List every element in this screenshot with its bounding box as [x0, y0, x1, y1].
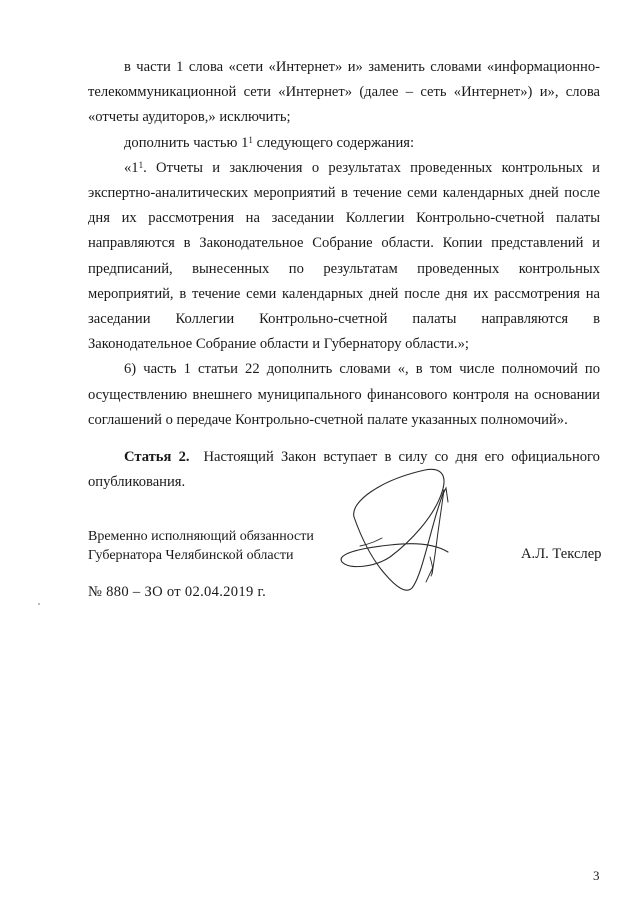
paragraph-2-text: следующего содержания: [256, 134, 415, 151]
article-2-text: Настоящий Закон вступает в силу со дня его официального опубликования. [88, 449, 600, 491]
paragraph-3-text: . Отчеты и заключения о результатах проведенных контрольных и экспертно-аналитических мероприятий в течение семи календарных дней после дня их рассмотрения на заседании Коллегии Контрольно-счетной палаты направляются в Законодательное Собрание области. Копии представлений и предписаний, вынесенных по результатам проведенных контрольных мероприятий, в течение семи календарных дней после дня их рассмотрения на заседании Коллегии Контрольно-счетной палаты направляются в Законодательное Собрание области и Губернатору области.»; [88, 159, 600, 353]
article-2-label: Статья 2. [124, 449, 190, 465]
signatory-position-line-2: Губернатора Челябинской области [88, 548, 294, 563]
scan-speck [38, 603, 40, 605]
signatory-name: А.Л. Текслер [521, 546, 602, 562]
paragraph-2 [88, 131, 600, 156]
paragraph-3-prefix: «1 [124, 159, 139, 176]
law-text-body [88, 55, 600, 433]
handwritten-signature [330, 462, 480, 604]
signatory-position [88, 527, 314, 565]
paragraph-2-prefix: дополнить частью 1 [124, 134, 249, 151]
page-number: 3 [593, 868, 600, 883]
registration-number: № 880 – ЗО от 02.04.2019 г. [88, 584, 267, 600]
paragraph-2-superscript: 1 [248, 134, 253, 145]
signatory-position-line-1: Временно исполняющий обязанности [88, 529, 314, 544]
paragraph-1: в части 1 слова «сети «Интернет» и» заменить словами «информационно-телекоммуникационной сети «Интернет» (далее – сеть «Интернет») и», слова «отчеты аудиторов,» исключить; [88, 59, 600, 126]
paragraph-3 [88, 156, 600, 358]
paragraph-4: 6) часть 1 статьи 22 дополнить словами «, в том числе полномочий по осуществлению внешнего муниципального финансового контроля на основании соглашений о передаче Контрольно-счетной палате указанных полномочий». [88, 361, 600, 428]
paragraph-3-superscript: 1 [138, 159, 144, 170]
